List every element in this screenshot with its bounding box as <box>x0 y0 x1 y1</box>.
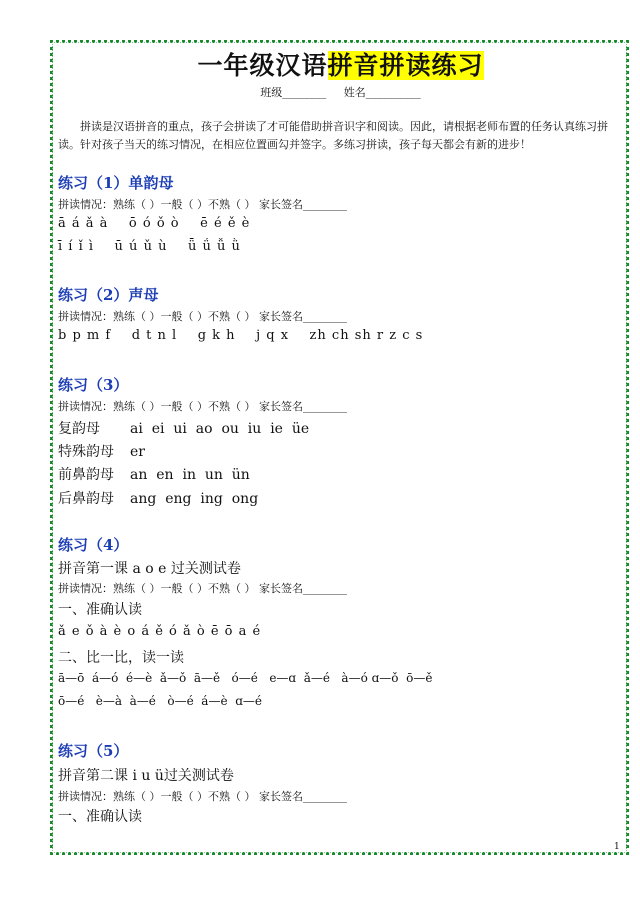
final-type-label: 复韵母 <box>58 421 100 437</box>
section-1-title: 练习（1）单韵母 <box>58 174 174 192</box>
section-5-subtitle: 拼音第二课 i u ü过关测试卷 <box>58 768 234 784</box>
final-type-label: 前鼻韵母 <box>58 467 114 483</box>
section-1-status: 拼读情况：熟练（ ）一般（ ）不熟（ ） 家长签名________ <box>58 198 347 211</box>
class-name-line <box>58 84 623 100</box>
section-2-status: 拼读情况：熟练（ ）一般（ ）不熟（ ） 家长签名________ <box>58 310 347 323</box>
section-3-row <box>58 418 309 438</box>
section-4-title: 练习（4） <box>58 536 129 554</box>
section-3-row <box>58 488 258 508</box>
page-title <box>58 46 623 82</box>
section-4-row-3: ō—é è—à à—é ò—é á—è ɑ—é <box>58 694 262 708</box>
intro-paragraph: 拼读是汉语拼音的重点，孩子会拼读了才可能借助拼音识字和阅读。因此，请根据老师布置的任务认真练习拼读。针对孩子当天的练习情况，在相应位置画勾并签字。多练习拼读，孩子每天都会有新的进步！ <box>58 120 608 151</box>
class-label: 班级________ <box>260 86 327 99</box>
section-2-title: 练习（2）声母 <box>58 286 159 304</box>
final-items: an en in un ün <box>130 467 250 483</box>
title-highlight: 拼音拼读练习 <box>327 51 484 80</box>
final-items: er <box>130 444 145 460</box>
section-4-row-2: ā—ō á—ó é—è ǎ—ǒ ā—ě ó—é e—ɑ ǎ—é à—ó ɑ—ǒ ō—ě <box>58 671 433 685</box>
page-number: 1 <box>614 842 620 852</box>
section-3-row <box>58 441 145 461</box>
section-4-subtitle: 拼音第一课 a o e 过关测试卷 <box>58 561 241 577</box>
section-2-row-1: b p m f d t n l g k h j q x zh ch sh r z c s <box>58 328 424 343</box>
section-5-title: 练习（5） <box>58 742 129 760</box>
section-3-title: 练习（3） <box>58 376 129 394</box>
title-plain: 一年级汉语 <box>197 51 328 80</box>
section-4-heading-2: 二、比一比，读一读 <box>58 650 184 666</box>
section-5-status: 拼读情况：熟练（ ）一般（ ）不熟（ ） 家长签名________ <box>58 790 347 803</box>
section-1-row-2: ī í ǐ ì ū ú ǔ ù ǖ ǘ ǚ ǜ <box>58 239 241 254</box>
final-type-label: 后鼻韵母 <box>58 491 114 507</box>
section-4-status: 拼读情况：熟练（ ）一般（ ）不熟（ ） 家长签名________ <box>58 582 347 595</box>
section-5-heading-1: 一、准确认读 <box>58 809 142 825</box>
section-3-row <box>58 464 250 484</box>
section-4-row-1: ǎ e ǒ à è o á ě ó ǎ ò ē ō a é <box>58 624 262 639</box>
final-items: ang eng ing ong <box>130 491 259 507</box>
section-3-status: 拼读情况：熟练（ ）一般（ ）不熟（ ） 家长签名________ <box>58 400 347 413</box>
section-4-heading-1: 一、准确认读 <box>58 602 142 618</box>
final-items: ai ei ui ao ou iu ie üe <box>130 421 310 437</box>
name-label: 姓名__________ <box>343 86 421 99</box>
section-1-row-1: ā á ǎ à ō ó ǒ ò ē é ě è <box>58 216 251 231</box>
final-type-label: 特殊韵母 <box>58 444 114 460</box>
